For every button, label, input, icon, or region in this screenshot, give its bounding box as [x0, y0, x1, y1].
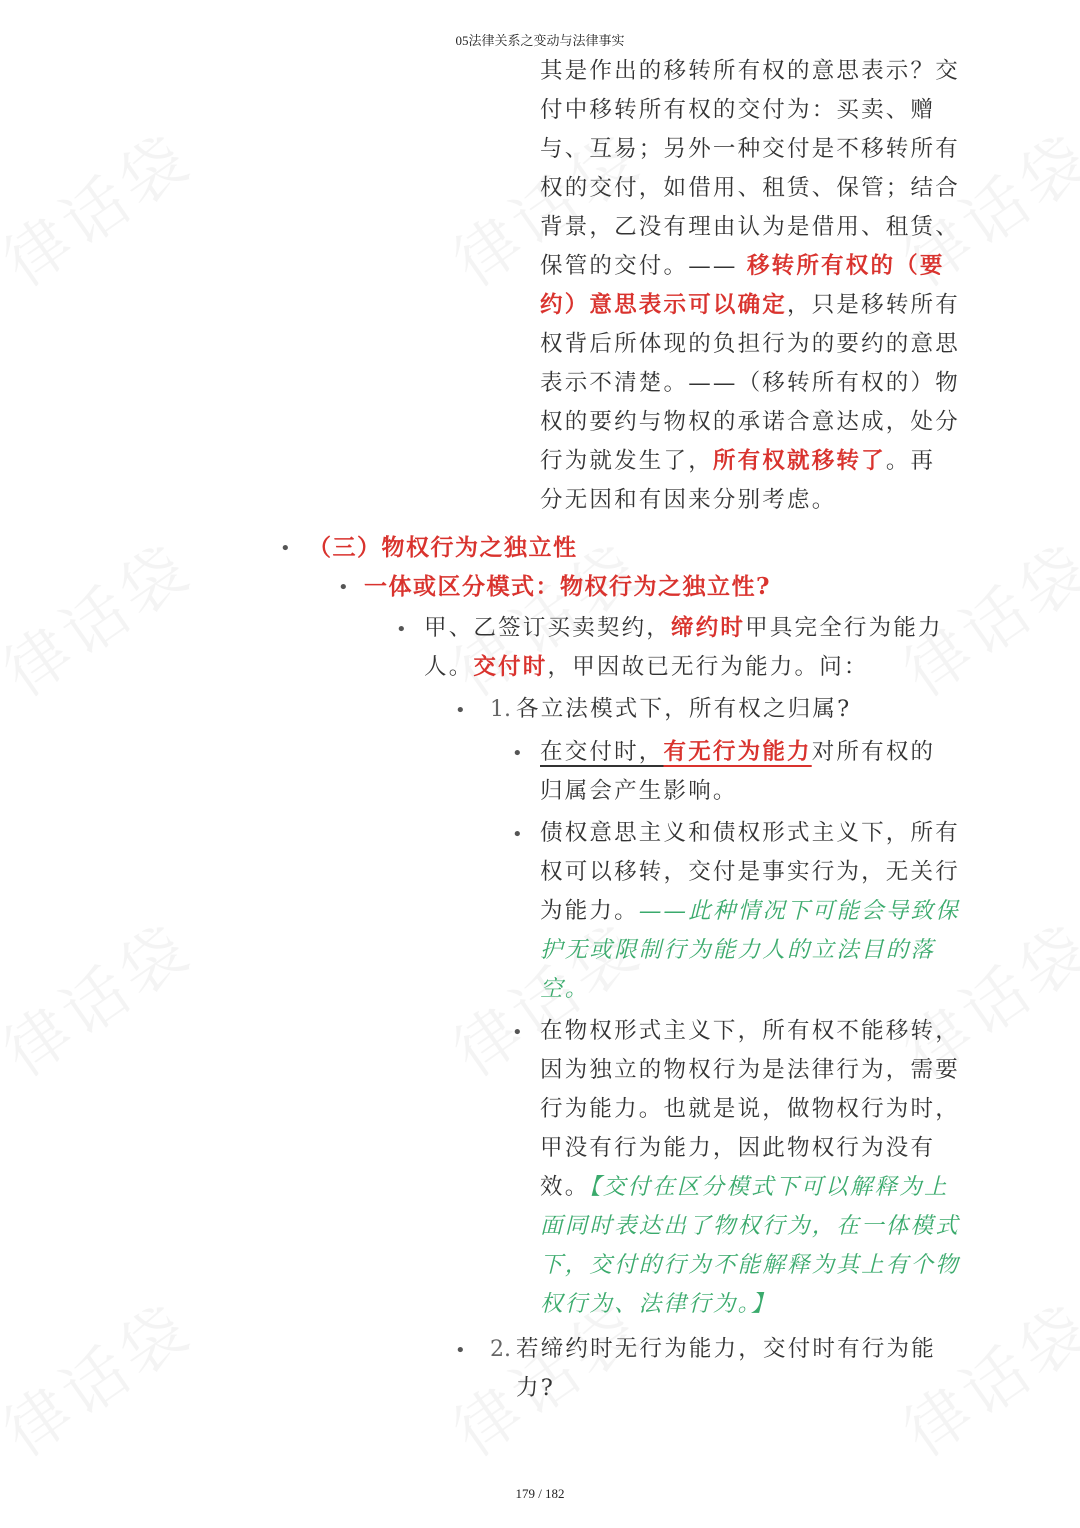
subsection-heading: 一体或区分模式：物权行为之独立性? [364, 573, 771, 600]
text-line: 与、互易；另外一种交付是不移转所有 [540, 136, 960, 162]
emphasis-text: 有无行为能力 [663, 739, 812, 765]
text-line: 因为独立的物权行为是法律行为，需要 [540, 1057, 960, 1083]
emphasis-text: 交付时 [473, 654, 548, 680]
emphasis-text: 缔约时 [671, 615, 746, 641]
emphasis-text: 移转所有权的（要 [746, 253, 945, 279]
note-text: 权行为、法律行为。】 [540, 1291, 776, 1317]
bullet-dot: • [396, 619, 407, 640]
text-line: 权的交付，如借用、租赁、保管；结合 [540, 175, 960, 201]
section-heading: （三）物权行为之独立性 [308, 534, 578, 561]
text-line [424, 609, 1024, 648]
text-line [540, 442, 1000, 481]
text-span: 甲具完全行为能力 [745, 615, 943, 641]
bullet-dot: • [512, 1022, 523, 1043]
text-line: 表示不清楚。——（移转所有权的）物 [540, 370, 960, 396]
bullet-dot: • [455, 700, 466, 721]
text-line: 付中移转所有权的交付为：买卖、赠 [540, 97, 936, 123]
text-line [540, 286, 1000, 325]
text-span: 人。 [424, 654, 474, 680]
watermark [0, 1278, 207, 1474]
text-line: 归属会产生影响。 [540, 778, 738, 804]
answer-point [540, 814, 1010, 1009]
text-span: 效。 [540, 1174, 590, 1200]
text-line [540, 892, 1010, 931]
emphasis-text: 所有权就移转了 [712, 448, 886, 474]
question-number: 1. [490, 697, 511, 722]
bullet-dot: • [338, 577, 349, 598]
text-line: 若缔约时无行为能力，交付时有行为能 [516, 1336, 936, 1362]
document-header: 05法律关系之变动与法律事实 [455, 33, 625, 48]
bullet-dot: • [512, 824, 523, 845]
text-line [540, 1168, 1010, 1207]
text-line [540, 247, 1000, 286]
text-line: 分无因和有因来分别考虑。 [540, 487, 837, 513]
text-line: 在物权形式主义下，所有权不能移转， [540, 1018, 960, 1044]
underlined-text: 在交付时， [540, 739, 664, 765]
watermark [0, 898, 207, 1094]
text-line: 背景，乙没有理由认为是借用、租赁、 [540, 214, 960, 240]
watermark [0, 108, 207, 304]
note-text: 【交付在区分模式下可以解释为上 [589, 1174, 949, 1200]
bullet-dot: • [512, 743, 523, 764]
answer-point [540, 1012, 1010, 1324]
question-number: 2. [490, 1337, 511, 1362]
text-span: 。再 [885, 448, 936, 474]
text-line: 权的要约与物权的承诺合意达成，处分 [540, 409, 960, 435]
case-statement [424, 609, 1024, 687]
note-text: 护无或限制行为能力人的立法目的落 [540, 937, 936, 963]
text-line: 甲没有行为能力，因此物权行为没有 [540, 1135, 936, 1161]
text-line: 债权意思主义和债权形式主义下，所有 [540, 820, 960, 846]
text-line: 行为能力。也就是说，做物权行为时， [540, 1096, 960, 1122]
text-span: ，只是移转所有 [787, 292, 960, 318]
note-text: 面同时表达出了物权行为，在一体模式 [540, 1213, 960, 1239]
answer-point [540, 733, 1010, 811]
page-number: 179 / 182 [515, 1486, 565, 1501]
note-text: ——此种情况下可能会导致保 [638, 898, 960, 924]
text-line: 其是作出的移转所有权的意思表示？交 [540, 58, 960, 84]
bullet-dot: • [280, 538, 291, 559]
text-span: 甲、乙签订买卖契约， [424, 615, 672, 641]
text-span: 行为就发生了， [540, 448, 713, 474]
text-span: ，甲因故已无行为能力。问： [547, 654, 869, 680]
bullet-dot: • [455, 1340, 466, 1361]
text-line [424, 648, 1024, 687]
question-text: 各立法模式下，所有权之归属? [516, 696, 852, 722]
question-text [516, 1330, 1016, 1408]
continuation-paragraph [540, 52, 1000, 520]
note-text: 空。 [540, 976, 590, 1002]
text-span: 保管的交付。—— [540, 253, 747, 279]
text-line: 权可以移转，交付是事实行为，无关行 [540, 859, 960, 885]
note-text: 下，交付的行为不能解释为其上有个物 [540, 1252, 960, 1278]
text-span: 为能力。 [540, 898, 639, 924]
text-span: 对所有权的 [811, 739, 936, 765]
text-line: 权背后所体现的负担行为的要约的意思 [540, 331, 960, 357]
emphasis-text: 约）意思表示可以确定 [540, 292, 788, 318]
text-line: 力? [516, 1375, 555, 1401]
text-line [540, 733, 1010, 772]
watermark [0, 518, 207, 714]
